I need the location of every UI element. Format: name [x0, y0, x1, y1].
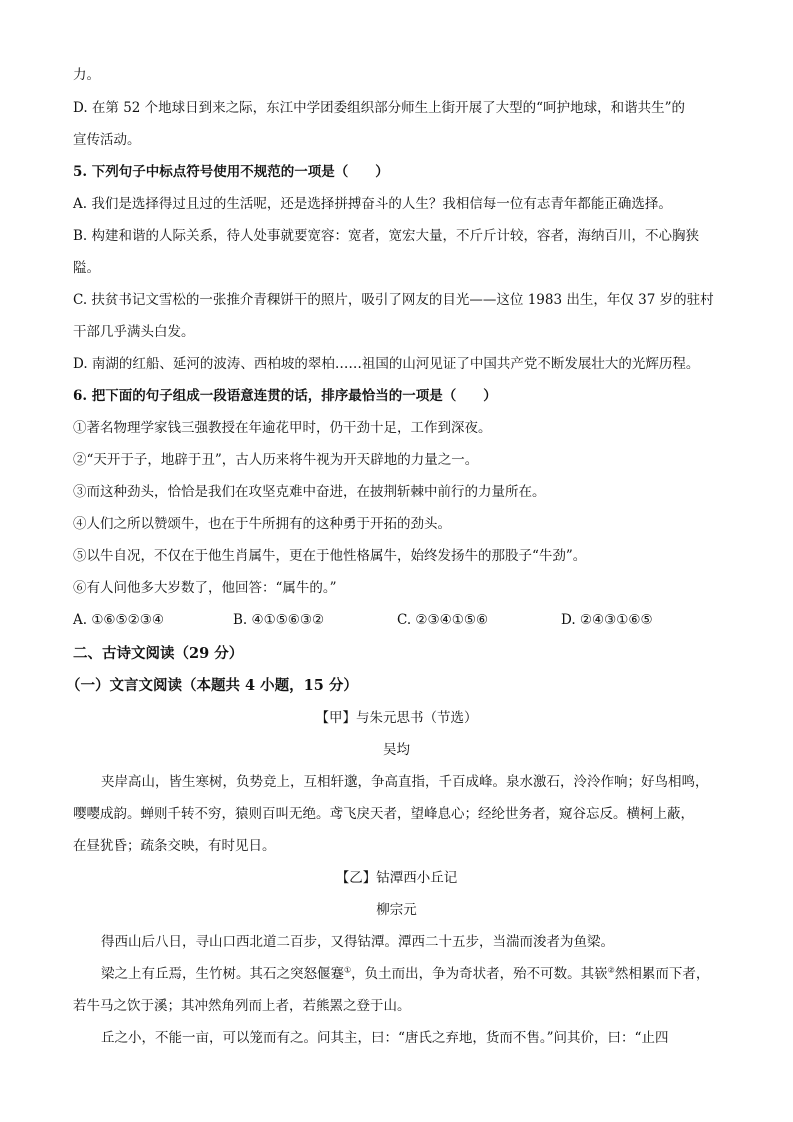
- q6-option-c: C. ②③④①⑤⑥: [397, 612, 489, 628]
- footnote-mark-2: ②: [607, 965, 615, 975]
- text-line: 宣传活动。: [73, 132, 141, 148]
- sentence-6: ⑥有人问他多大岁数了，他回答：“属牛的。”: [73, 580, 337, 596]
- sentence-3: ③而这种劲头，恰恰是我们在攻坚克难中奋进，在披荆斩棘中前行的力量所在。: [73, 484, 546, 500]
- text-b-segment: 梁之上有丘焉，生竹树。其石之突怒偃蹇: [101, 966, 344, 982]
- text-a-author: 吴均: [383, 742, 410, 758]
- subsection-title: （一）文言文阅读（本题共 4 小题，15 分）: [66, 677, 358, 694]
- text-b-title: 【乙】钴潭西小丘记: [335, 870, 458, 886]
- option-d-line: D. 在第 52 个地球日到来之际，东江中学团委组织部分师生上街开展了大型的“呵护地球，和谐共生”的: [73, 100, 685, 116]
- question-6: 6. 把下面的句子组成一段语意连贯的话，排序最恰当的一项是（ ）: [73, 388, 497, 404]
- text-b-author: 柳宗元: [376, 902, 417, 918]
- text-b-paragraph-3: 丘之小，不能一亩，可以笼而有之。问其主，曰：“唐氏之弃地，货而不售。”问其价，曰：“止四: [101, 1030, 669, 1046]
- q5-option-a: A. 我们是选择得过且过的生活呢，还是选择拼搏奋斗的人生？我相信每一位有志青年都能正确选择。: [73, 196, 672, 212]
- sentence-5: ⑤以牛自况，不仅在于他生肖属牛，更在于他性格属牛，始终发扬牛的那股子“牛劲”。: [73, 548, 587, 564]
- q6-option-a: A. ①⑥⑤②③④: [73, 612, 164, 628]
- q5-option-d: D. 南湖的红船、延河的波涛、西柏坡的翠柏……祖国的山河见证了中国共产党不断发展壮大的光辉历程。: [73, 356, 700, 372]
- text-a-paragraph-cont: 在昼犹昏；疏条交映，有时见日。: [73, 838, 276, 854]
- text-a-paragraph: 夹岸高山，皆生寒树，负势竞上，互相轩邈，争高直指，千百成峰。泉水激石，泠泠作响；好鸟相鸣，: [101, 774, 709, 790]
- q5-option-b: B. 构建和谐的人际关系，待人处事就要宽容：宽者，宽宏大量，不斤斤计较，容者，海纳百川，不心胸狭: [73, 228, 700, 244]
- section-title: 二、古诗文阅读（29 分）: [73, 645, 244, 662]
- q5-option-c-cont: 干部几乎满头白发。: [73, 324, 195, 340]
- text-line: 力。: [73, 67, 100, 83]
- text-b-paragraph-1: 得西山后八日，寻山口西北道二百步，又得钴潭。潭西二十五步，当湍而浚者为鱼梁。: [101, 934, 614, 950]
- text-a-paragraph-cont: 嘤嘤成韵。蝉则千转不穷，猿则百叫无绝。鸢飞戾天者，望峰息心；经纶世务者，窥谷忘反。横柯上蔽，: [73, 806, 694, 822]
- q5-option-c: C. 扶贫书记文雪松的一张推介青稞饼干的照片，吸引了网友的目光——这位 1983 出生，年仅 37 岁的驻村: [73, 292, 714, 308]
- sentence-1: ①著名物理学家钱三强教授在年逾花甲时，仍干劲十足，工作到深夜。: [73, 420, 492, 436]
- footnote-mark-1: ①: [344, 965, 352, 975]
- text-b-paragraph-2: [73, 964, 733, 984]
- text-b-segment: 然相累而下者，: [614, 966, 710, 982]
- q6-option-b: B. ④①⑤⑥③②: [233, 612, 325, 628]
- sentence-2: ②“天开于子，地辟于丑”，古人历来将牛视为开天辟地的力量之一。: [73, 452, 479, 468]
- sentence-4: ④人们之所以赞颂牛，也在于牛所拥有的这种勇于开拓的劲头。: [73, 516, 451, 532]
- text-a-title: 【甲】与朱元思书（节选）: [315, 710, 478, 726]
- text-b-paragraph-2-cont: 若牛马之饮于溪；其冲然角列而上者，若熊罴之登于山。: [73, 998, 411, 1014]
- q5-option-b-cont: 隘。: [73, 260, 100, 276]
- q6-option-d: D. ②④③①⑥⑤: [561, 612, 653, 628]
- question-5: 5. 下列句子中标点符号使用不规范的一项是（ ）: [73, 164, 389, 180]
- text-b-segment: ，负土而出，争为奇状者，殆不可数。其嵚: [351, 966, 608, 982]
